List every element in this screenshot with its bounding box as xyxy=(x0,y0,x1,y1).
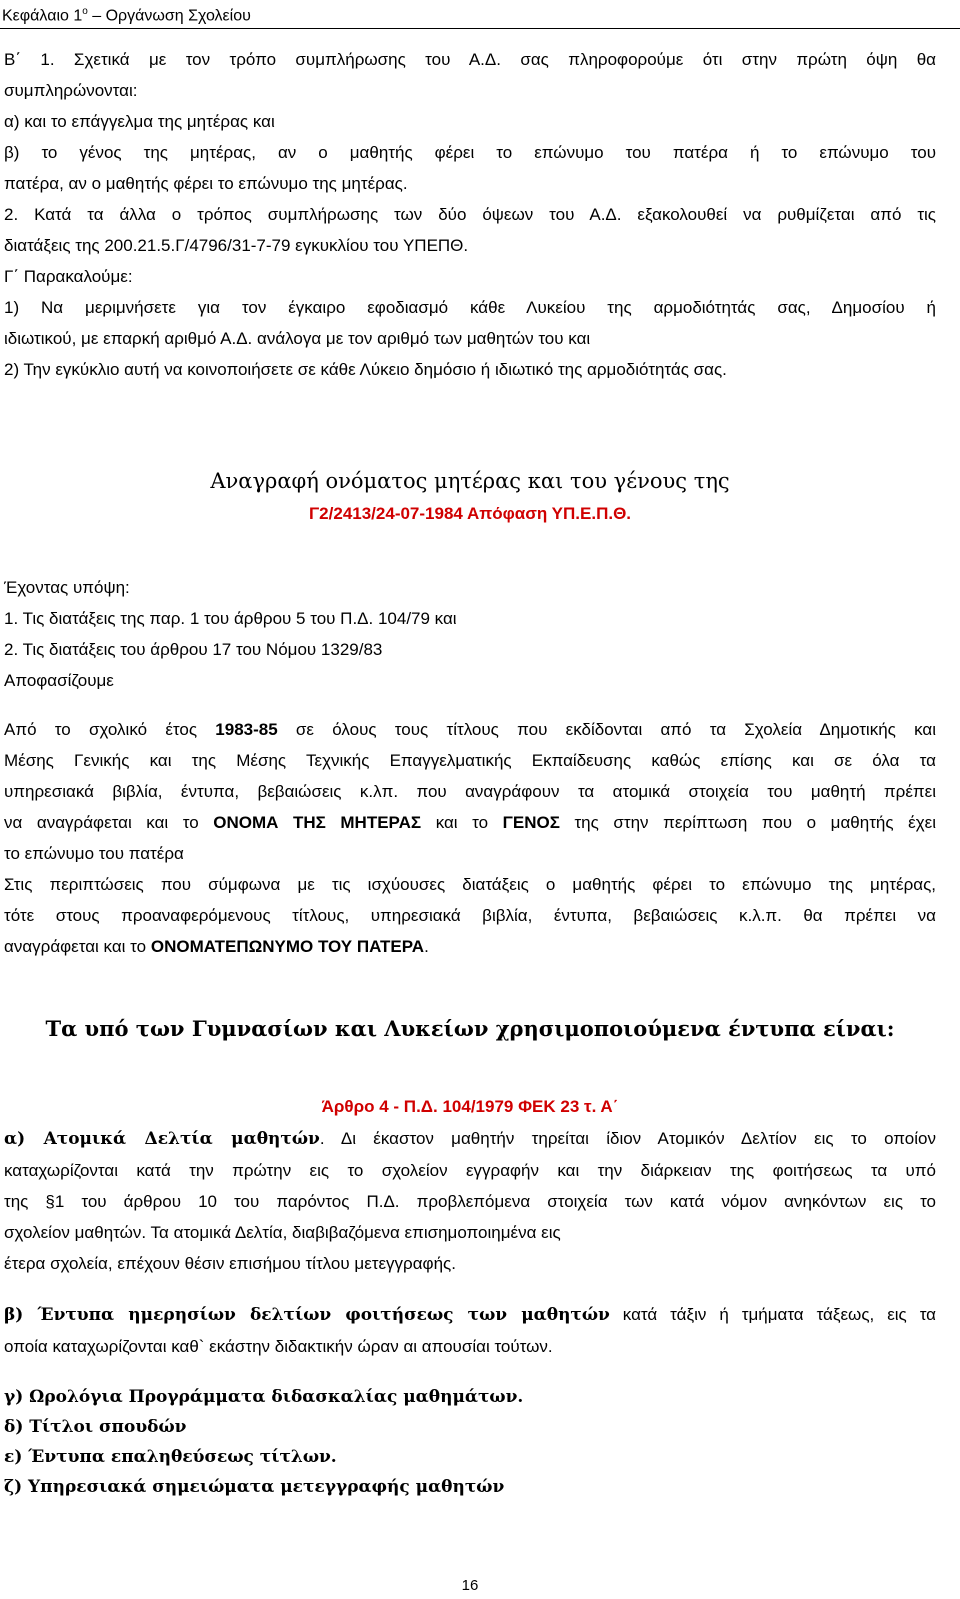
mother-name-emphasis: ΟΝΟΜΑ ΤΗΣ ΜΗΤΕΡΑΣ xyxy=(213,813,422,832)
page-number: 16 xyxy=(461,1577,479,1594)
text-run: . Δι έκαστον μαθητήν τηρείται ίδιον Ατομικόν Δελτίον εις το οποίον xyxy=(319,1129,936,1148)
section-heading: Τα υπό των Γυμνασίων και Λυκείων χρησιμοποιούμενα έντυπα είναι: xyxy=(45,1016,895,1041)
text-line xyxy=(4,931,936,962)
text-line: καταχωρίζονται κατά την πρώτην εις το σχολείον εγγραφήν και την διάρκειαν της φοιτήσεως τα υπό xyxy=(4,1161,936,1180)
text-line: Γ΄ Παρακαλούμε: xyxy=(4,267,133,286)
text-line: υπηρεσιακά βιβλία, έντυπα, βεβαιώσεις κ.λπ. που αναγράφουν τα ατομικά στοιχεία του μαθητή πρέπει xyxy=(4,782,936,801)
father-name-emphasis: ΟΝΟΜΑΤΕΠΩΝΥΜΟ ΤΟΥ ΠΑΤΕΡΑ xyxy=(150,937,425,956)
item-label: δ) Τίτλοι σπουδών xyxy=(4,1417,187,1437)
item-label: β) Έντυπα ημερησίων δελτίων φοιτήσεως των μαθητών xyxy=(4,1305,610,1325)
genos-emphasis: ΓΕΝΟΣ xyxy=(502,813,560,832)
text-line: Αποφασίζουμε xyxy=(4,671,114,690)
item-label: ε) Έντυπα επαληθεύσεως τίτλων. xyxy=(4,1447,337,1467)
text-line: Στις περιπτώσεις που σύμφωνα με τις ισχύουσες διατάξεις ο μαθητής φέρει το επώνυμο της μητέρας, xyxy=(4,875,936,894)
text-line xyxy=(4,714,936,745)
text-line: συμπληρώνονται: xyxy=(4,81,138,100)
page-header xyxy=(2,2,251,26)
text-line: έτερα σχολεία, επέχουν θέσιν επισήμου τίτλου μετεγγραφής. xyxy=(4,1254,456,1273)
text-line: α) και το επάγγελμα της μητέρας και xyxy=(4,112,275,131)
document-body xyxy=(4,44,936,1502)
section-heading: Αναγραφή ονόματος μητέρας και του γένους της xyxy=(210,469,730,493)
text-line: 2. Τις διατάξεις του άρθρου 17 του Νόμου 1329/83 xyxy=(4,640,383,659)
text-line: τότε στους προαναφερόμενους τίτλους, υπηρεσιακά βιβλία, έντυπα, βεβαιώσεις κ.λ.π. θα πρέπει να xyxy=(4,906,936,925)
chapter-label: Κεφάλαιο 1 xyxy=(2,7,83,25)
chapter-sup: ο xyxy=(82,6,88,17)
text-run: Από το σχολικό έτος xyxy=(4,720,216,739)
text-run: κατά τάξιν ή τμήματα τάξεως, εις τα xyxy=(609,1305,936,1324)
text-line: οποία καταχωρίζονται καθ` εκάστην διδακτικήν ώραν αι απουσίαι τούτων. xyxy=(4,1337,553,1356)
text-line xyxy=(4,807,936,838)
text-run: της στην περίπτωση που ο μαθητής έχει xyxy=(559,813,936,832)
text-line: Β΄ 1. Σχετικά με τον τρόπο συμπλήρωσης του Α.Δ. σας πληροφορούμε ότι στην πρώτη όψη θα xyxy=(4,50,936,69)
section-subheading: Άρθρο 4 - Π.Δ. 104/1979 ΦΕΚ 23 τ. Α΄ xyxy=(321,1097,619,1116)
header-rule xyxy=(0,28,960,29)
text-line: 2) Την εγκύκλιο αυτή να κοινοποιήσετε σε κάθε Λύκειο δημόσιο ή ιδιωτικό της αρμοδιότητάς σας. xyxy=(4,360,727,379)
text-run: . xyxy=(424,937,429,956)
text-line xyxy=(4,1299,936,1331)
text-line: ιδιωτικού, με επαρκή αριθμό Α.Δ. ανάλογα με τον αριθμό των μαθητών του και xyxy=(4,329,591,348)
text-line: Μέσης Γενικής και της Μέσης Τεχνικής Επαγγελματικής Εκπαίδευσης καθώς επίσης και σε όλα τα xyxy=(4,751,936,770)
text-line: Έχοντας υπόψη: xyxy=(4,578,130,597)
item-label: α) Ατομικά Δελτία μαθητών xyxy=(4,1129,320,1149)
text-line: 2. Κατά τα άλλα ο τρόπος συμπλήρωσης των δύο όψεων του Α.Δ. εξακολουθεί να ρυθμίζεται από τις xyxy=(4,205,936,224)
text-run: και το xyxy=(421,813,503,832)
chapter-title: – Οργάνωση Σχολείου xyxy=(87,7,251,25)
text-line: το επώνυμο του πατέρα xyxy=(4,844,184,863)
text-line: 1. Τις διατάξεις της παρ. 1 του άρθρου 5 του Π.Δ. 104/79 και xyxy=(4,609,457,628)
text-line: β) το γένος της μητέρας, αν ο μαθητής φέρει το επώνυμο του πατέρα ή το επώνυμο του xyxy=(4,143,936,162)
school-year: 1983-85 xyxy=(215,720,278,739)
item-label: ζ) Υπηρεσιακά σημειώματα μετεγγραφής μαθητών xyxy=(4,1477,505,1497)
text-line: της §1 του άρθρου 10 του παρόντος Π.Δ. προβλεπόμενα στοιχεία των κατά νόμον ανηκόντων εις το xyxy=(4,1192,936,1211)
text-run: αναγράφεται και το xyxy=(4,937,151,956)
text-line: πατέρα, αν ο μαθητής φέρει το επώνυμο της μητέρας. xyxy=(4,174,408,193)
text-line: διατάξεις της 200.21.5.Γ/4796/31-7-79 εγκυκλίου του ΥΠΕΠΘ. xyxy=(4,236,469,255)
item-label: γ) Ωρολόγια Προγράμματα διδασκαλίας μαθημάτων. xyxy=(4,1387,524,1407)
text-line: σχολείον μαθητών. Τα ατομικά Δελτία, διαβιβαζόμενα επισημοποιημένα εις xyxy=(4,1223,561,1242)
text-run: να αναγράφεται και το xyxy=(4,813,214,832)
text-line: 1) Να μεριμνήσετε για τον έγκαιρο εφοδιασμό κάθε Λυκείου της αρμοδιότητάς σας, Δημοσίου ή xyxy=(4,298,936,317)
text-line xyxy=(4,1123,936,1155)
section-subheading: Γ2/2413/24-07-1984 Απόφαση ΥΠ.Ε.Π.Θ. xyxy=(308,504,632,523)
text-run: σε όλους τους τίτλους που εκδίδονται από τα Σχολεία Δημοτικής και xyxy=(277,720,936,739)
